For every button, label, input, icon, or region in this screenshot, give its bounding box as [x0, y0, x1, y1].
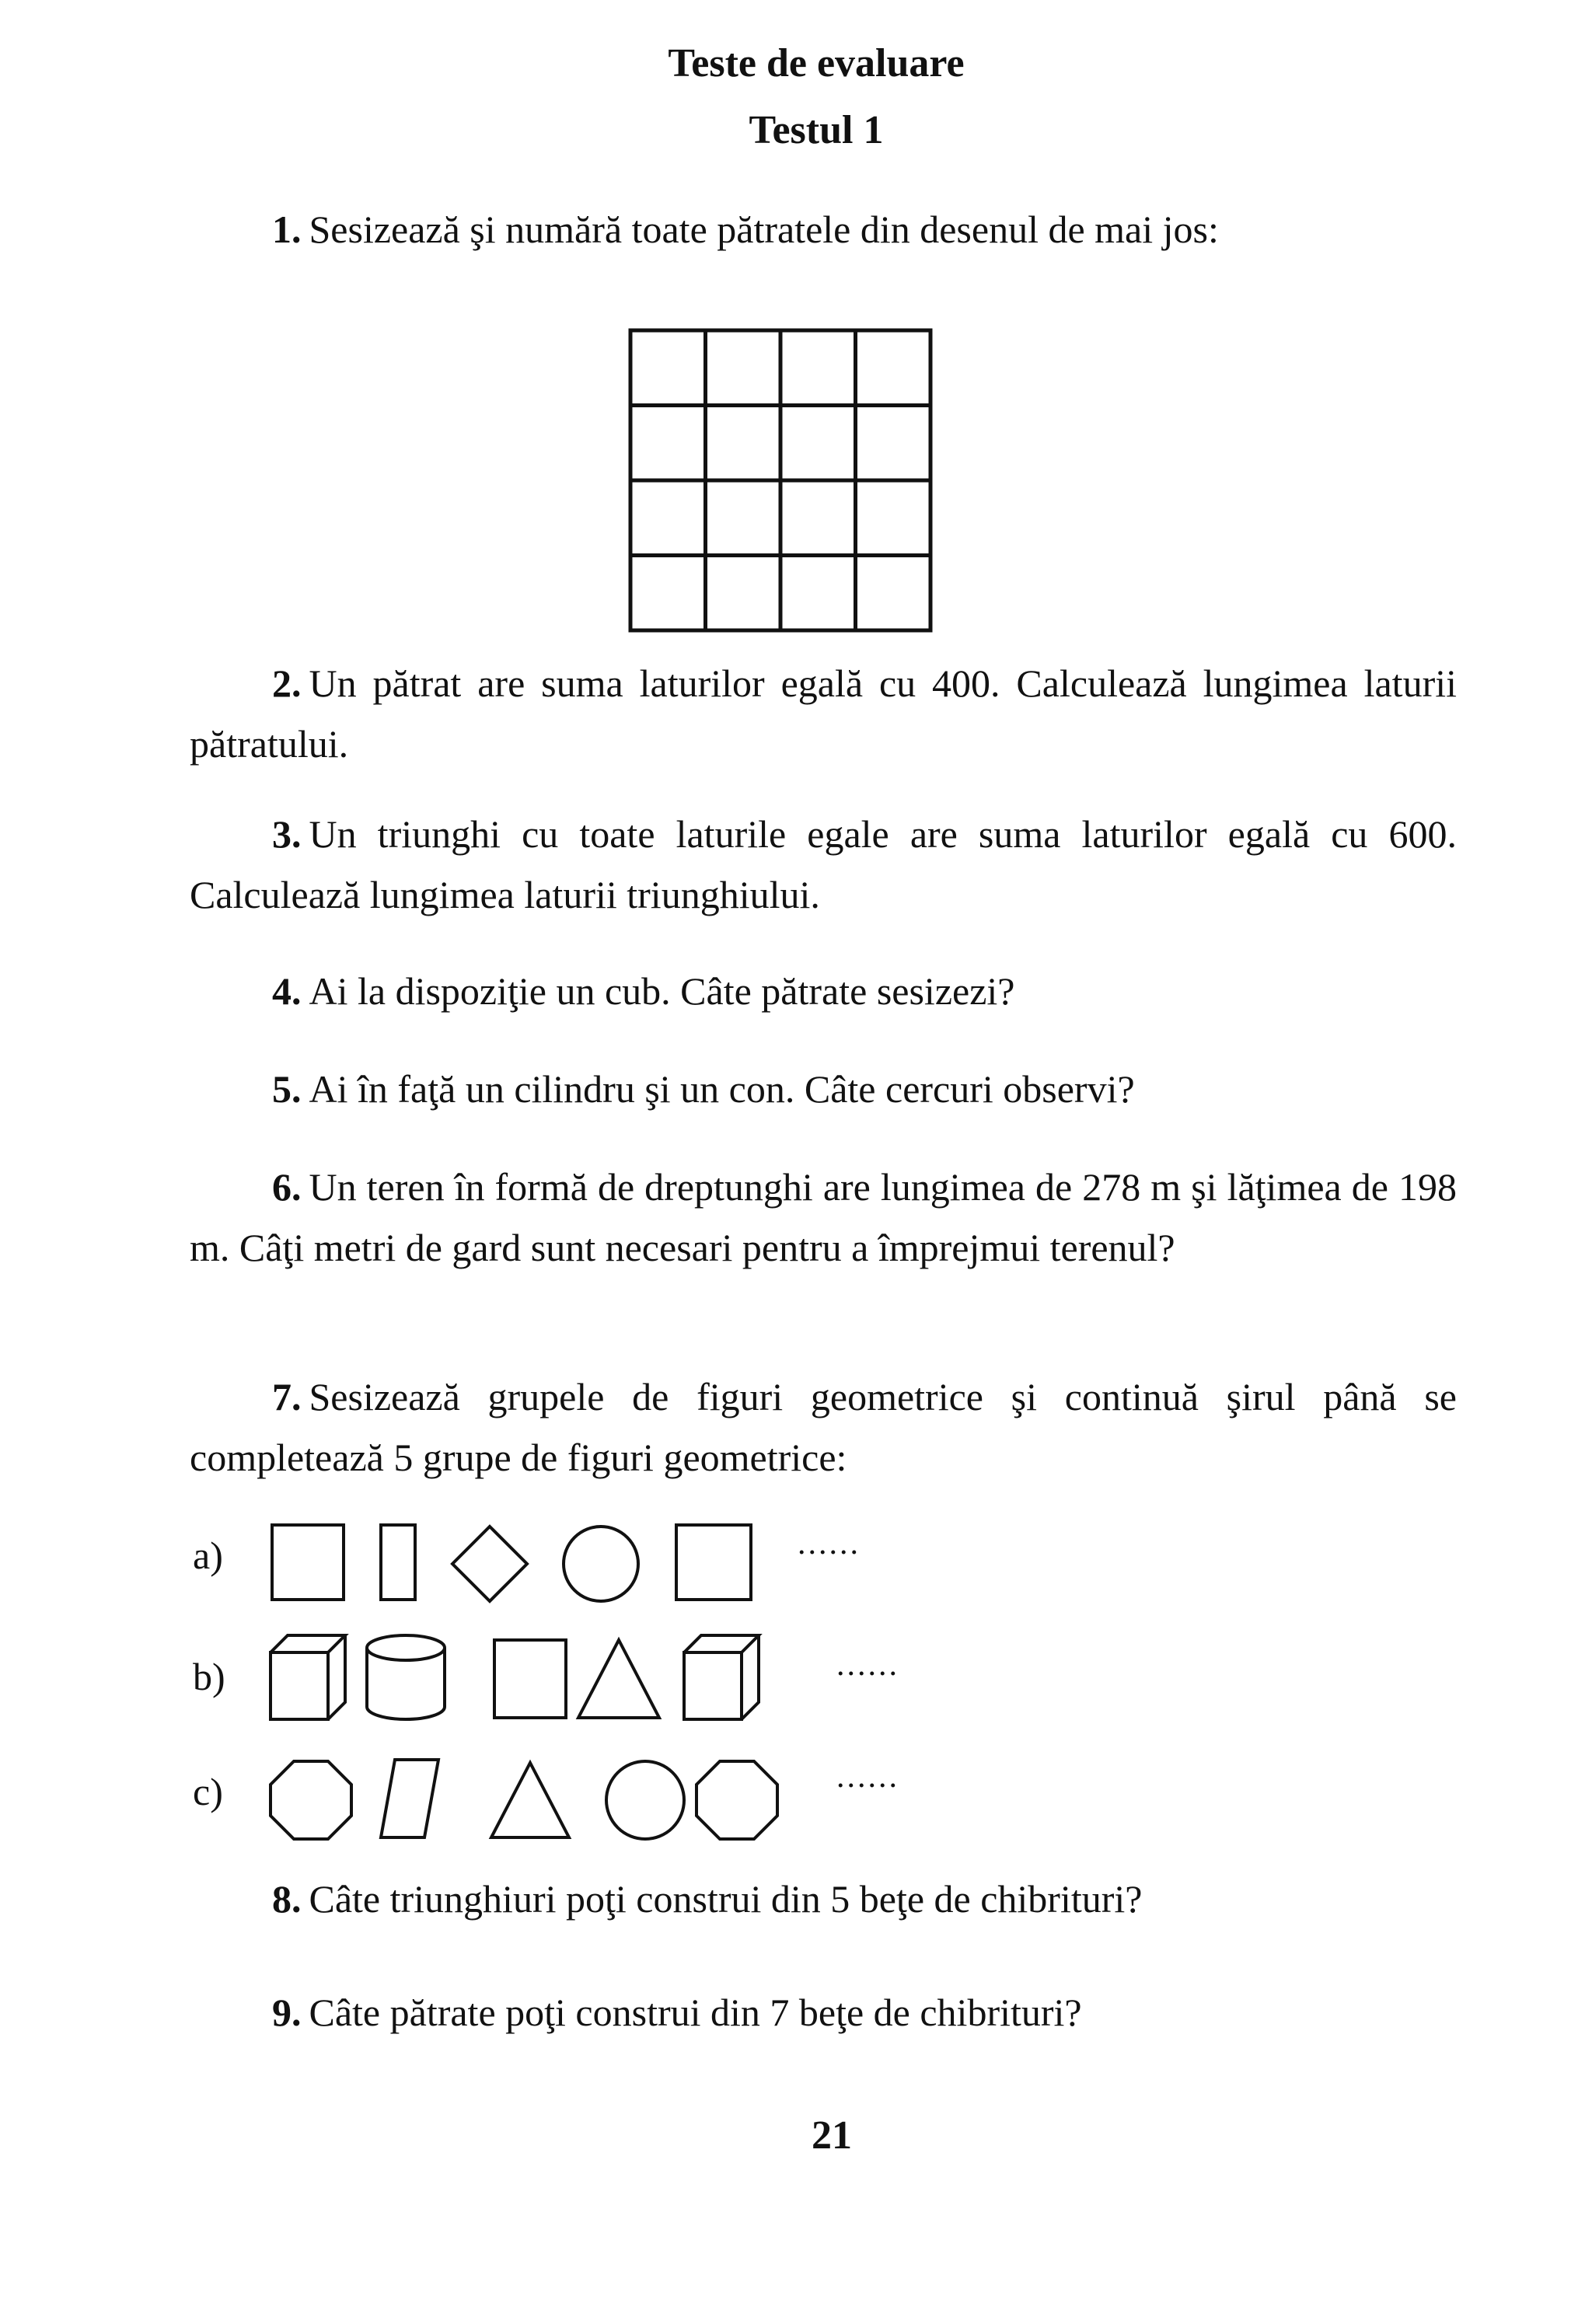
octagon-shape — [696, 1761, 777, 1839]
square-shape — [272, 1525, 344, 1600]
square-grid-figure — [628, 328, 933, 633]
triangle-shape — [491, 1763, 569, 1837]
question-text: Câte triunghiuri poţi construi din 5 beţe de chibrituri? — [309, 1877, 1143, 1921]
question-number: 4. — [272, 969, 302, 1013]
continuation-dots-a: ...... — [798, 1526, 861, 1562]
continuation-dots-c: ...... — [836, 1759, 899, 1795]
page-number: 21 — [812, 2113, 852, 2158]
shape-row-c-label: c) — [193, 1770, 223, 1813]
shape-row-b-label: b) — [193, 1655, 225, 1698]
octagon-shape — [271, 1761, 351, 1839]
question-number: 1. — [272, 208, 302, 251]
question-text: Sesizează şi numără toate pătratele din desenul de mai jos: — [309, 208, 1219, 251]
question-6 — [190, 1157, 1457, 1278]
cube-shape — [271, 1635, 345, 1719]
question-text: Ai în faţă un cilindru şi un con. Câte cercuri observi? — [309, 1067, 1135, 1111]
shape-row-a — [264, 1516, 777, 1609]
question-number: 3. — [272, 812, 302, 856]
continuation-dots-b: ...... — [836, 1647, 899, 1683]
question-8 — [190, 1869, 1457, 1929]
question-number: 2. — [272, 661, 302, 705]
rhombus-shape — [452, 1527, 527, 1601]
question-number: 9. — [272, 1991, 302, 2034]
question-5 — [190, 1059, 1457, 1119]
square-shape — [676, 1525, 751, 1600]
test-title: Testul 1 — [749, 108, 884, 152]
circle-shape — [606, 1761, 684, 1839]
cube-shape — [684, 1635, 759, 1719]
question-text: Ai la dispoziţie un cub. Câte pătrate sesizezi? — [309, 969, 1015, 1013]
question-text: Sesizează grupele de figuri geometrice şi continuă şirul până se completează 5 grupe de figuri geometrice: — [190, 1375, 1457, 1479]
shape-row-b — [264, 1629, 808, 1727]
circle-shape — [564, 1527, 638, 1601]
triangle-shape — [578, 1640, 659, 1718]
question-text: Un teren în formă de dreptunghi are lungimea de 278 m şi lăţimea de 198 m. Câţi metri de gard sunt necesari pentru a împrejmui terenul? — [190, 1165, 1457, 1269]
question-number: 8. — [272, 1877, 302, 1921]
question-9 — [190, 1982, 1457, 2043]
parallelogram-shape — [381, 1760, 438, 1837]
question-number: 6. — [272, 1165, 302, 1209]
question-text: Câte pătrate poţi construi din 7 beţe de chibrituri? — [309, 1991, 1082, 2034]
question-text: Un triunghi cu toate laturile egale are suma laturilor egală cu 600. Calculează lungimea laturii triunghiului. — [190, 812, 1457, 916]
tall-rectangle-shape — [381, 1525, 415, 1600]
question-number: 7. — [272, 1375, 302, 1418]
square-shape — [494, 1640, 566, 1718]
question-1 — [190, 199, 1457, 260]
cylinder-shape — [367, 1635, 445, 1719]
shape-row-a-label: a) — [193, 1534, 223, 1577]
question-number: 5. — [272, 1067, 302, 1111]
question-3 — [190, 804, 1457, 925]
question-text: Un pătrat are suma laturilor egală cu 400. Calculează lungimea laturii pătratului. — [190, 661, 1457, 766]
question-4 — [190, 961, 1457, 1021]
page-title: Teste de evaluare — [668, 41, 965, 85]
question-7 — [190, 1366, 1457, 1488]
question-2 — [190, 653, 1457, 774]
shape-row-c — [264, 1749, 808, 1847]
